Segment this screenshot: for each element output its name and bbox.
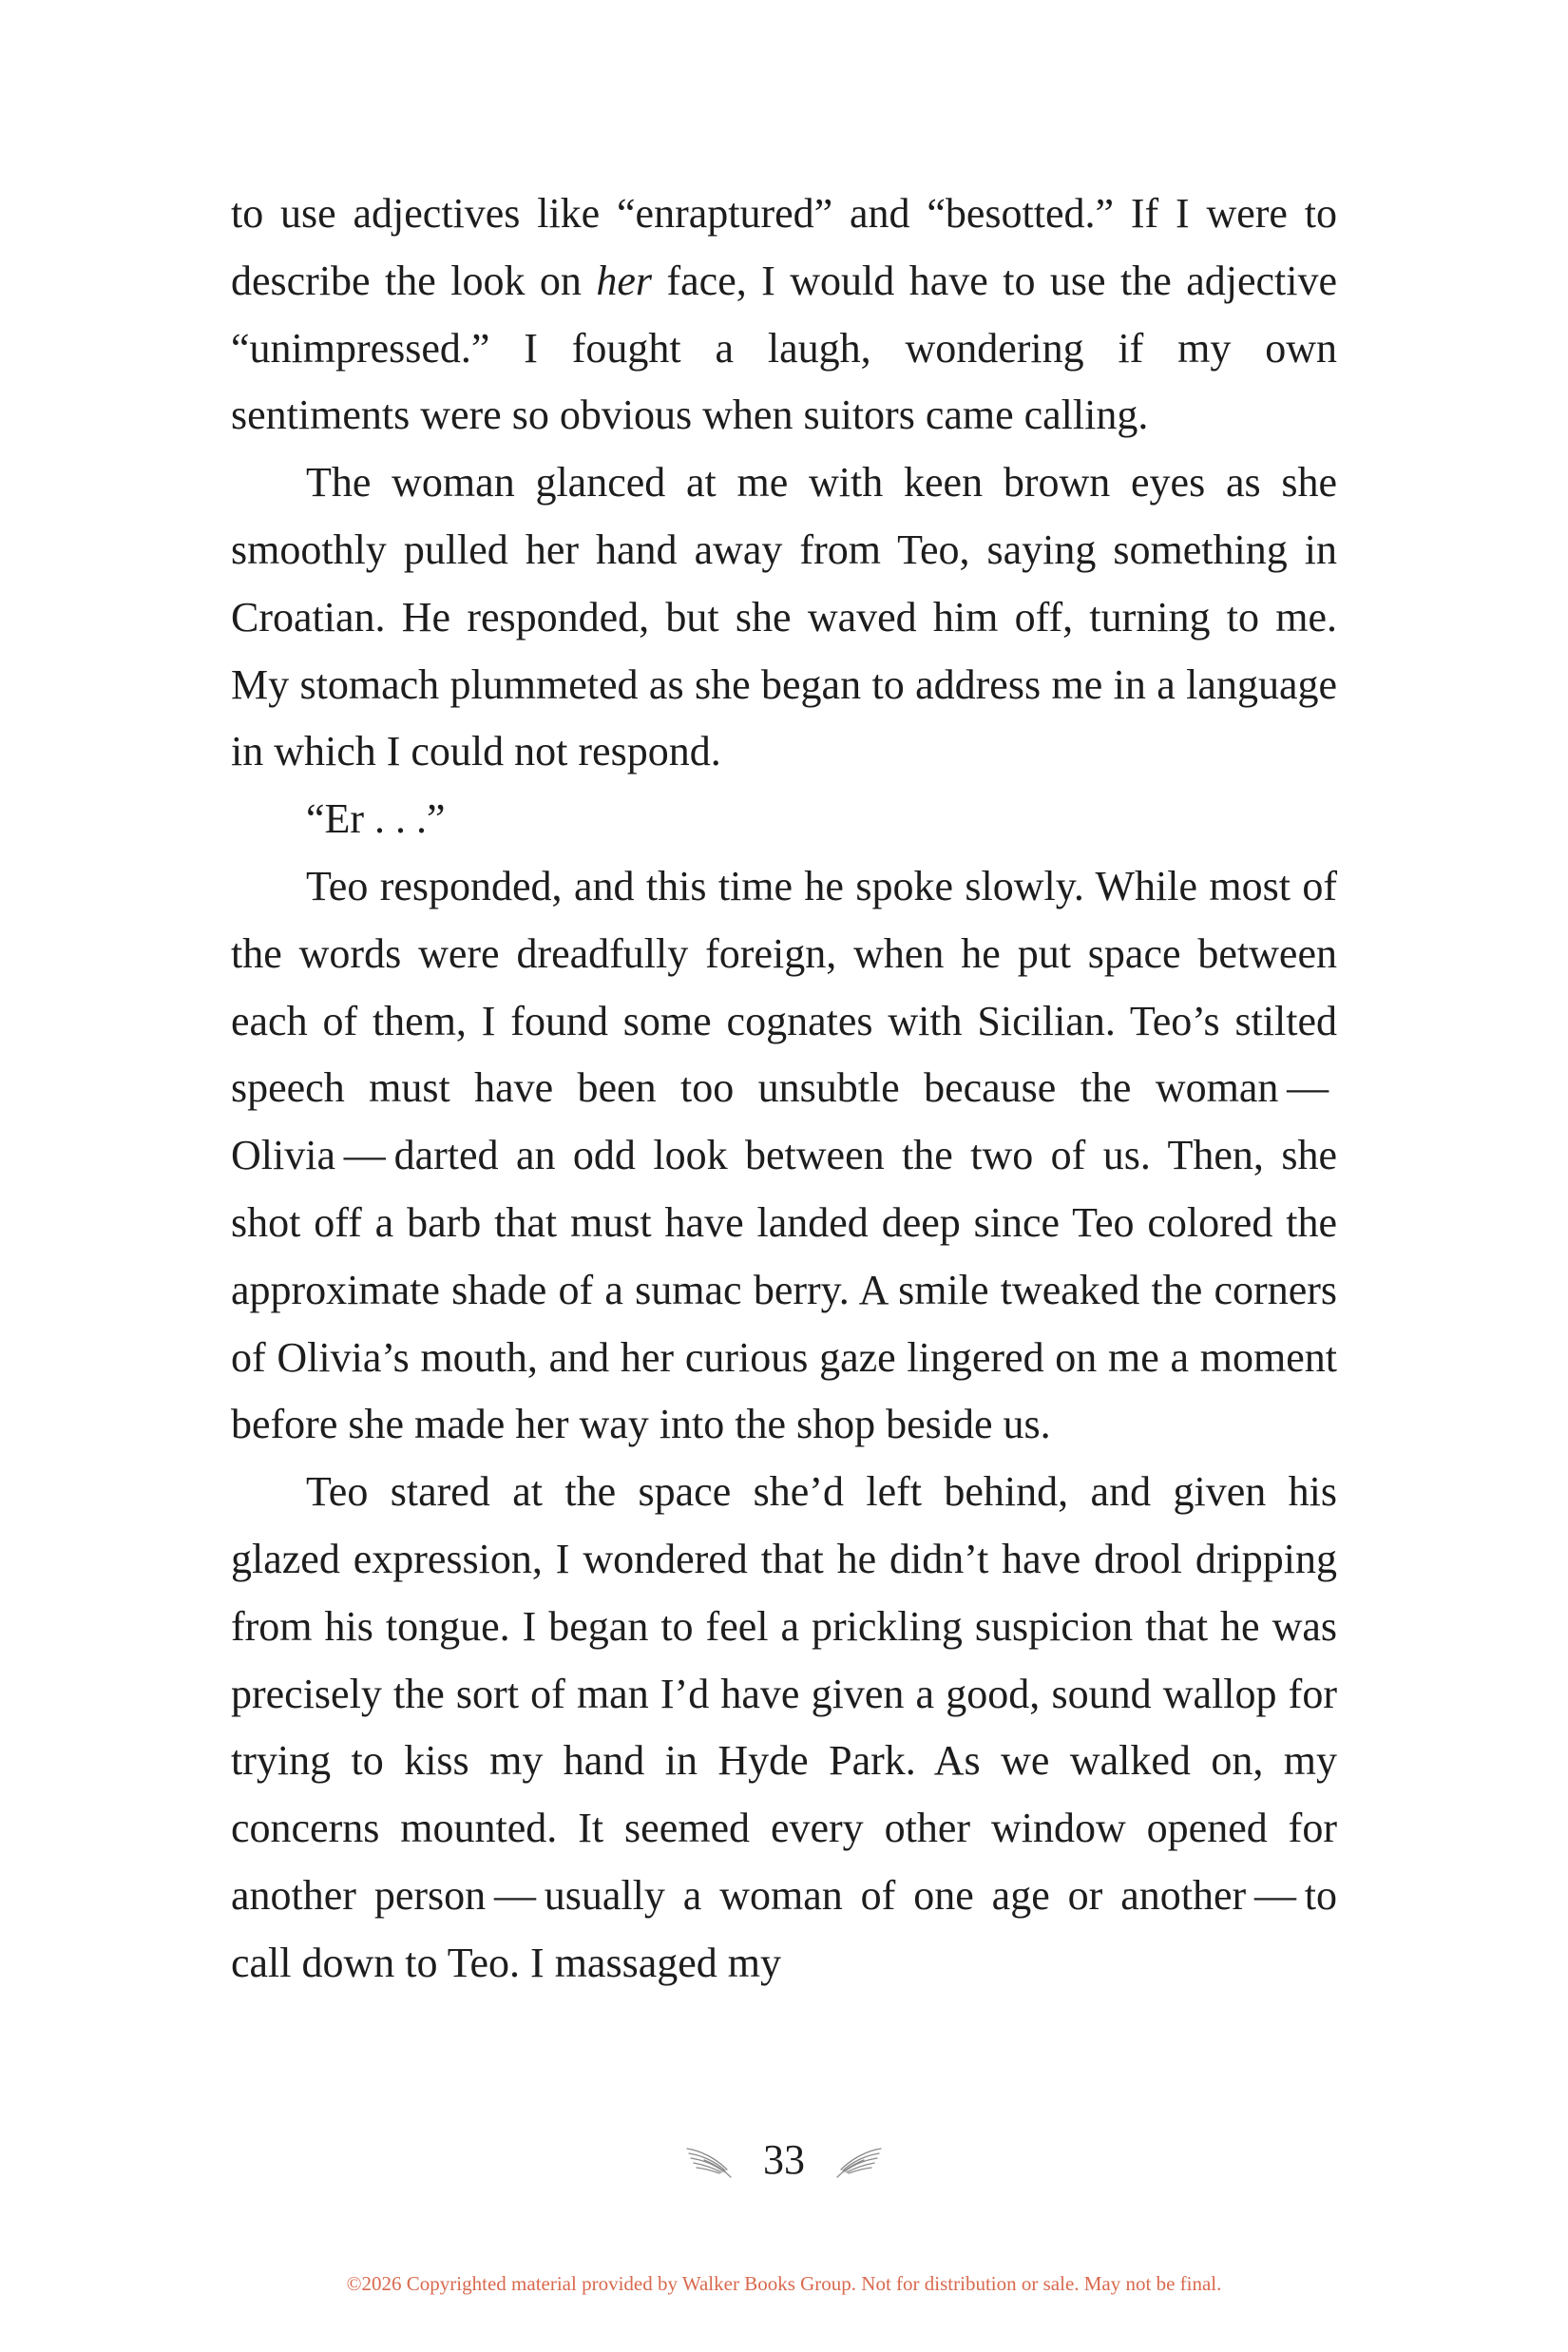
paragraph bbox=[231, 181, 1337, 449]
paragraph bbox=[231, 853, 1337, 1459]
text-segment: to use adjectives like “enraptured” and “besotted.” If I were to describe the look on bbox=[231, 190, 1337, 304]
text-segment: “Er . . .” bbox=[306, 795, 446, 843]
italic-text-segment: her bbox=[596, 257, 653, 304]
paragraph bbox=[231, 1459, 1337, 1997]
wing-flourish-left-icon bbox=[685, 2141, 735, 2179]
wing-flourish-right-icon bbox=[833, 2141, 883, 2179]
paragraph bbox=[231, 786, 1337, 853]
page-folio bbox=[0, 2132, 1568, 2189]
paragraph bbox=[231, 449, 1337, 786]
text-segment: face, I would have to use the adjective “unimpressed.” I fought a laugh, wondering if my own sentiments were so obvious when suitors came calling. bbox=[231, 257, 1337, 439]
text-segment: Teo stared at the space she’d left behind, and given his glazed expression, I wondered that he didn’t have drool dripping from his tongue. I began to feel a prickling suspicion that he was precisely the sort of man I’d have given a good, sound wallop for trying to kiss my hand in Hyde Park. As we walked on, my concerns mounted. It seemed every other window opened for another person — usually a woman of one age or another — to call down to Teo. I massaged my bbox=[231, 1468, 1337, 1986]
page-number: 33 bbox=[763, 2136, 805, 2183]
copyright-notice: ©2026 Copyrighted material provided by Walker Books Group. Not for distribution or sale. May not be final. bbox=[346, 2272, 1222, 2295]
text-segment: The woman glanced at me with keen brown eyes as she smoothly pulled her hand away from Teo, saying something in Croatian. He responded, but she waved him off, turning to me. My stomach plummeted as she began to address me in a language in which I could not respond. bbox=[231, 459, 1337, 775]
text-segment: Teo responded, and this time he spoke slowly. While most of the words were dreadfully foreign, when he put space between each of them, I found some cognates with Sicilian. Teo’s stilted speech must have been too unsubtle because the woman — Olivia — darted an odd look between the two of us. Then, she shot off a barb that must have landed deep since Teo colored the approximate shade of a sumac berry. A smile tweaked the corners of Olivia’s mouth, and her curious gaze lingered on me a moment before she made her way into the shop beside us. bbox=[231, 862, 1337, 1448]
body-text bbox=[231, 181, 1337, 1998]
